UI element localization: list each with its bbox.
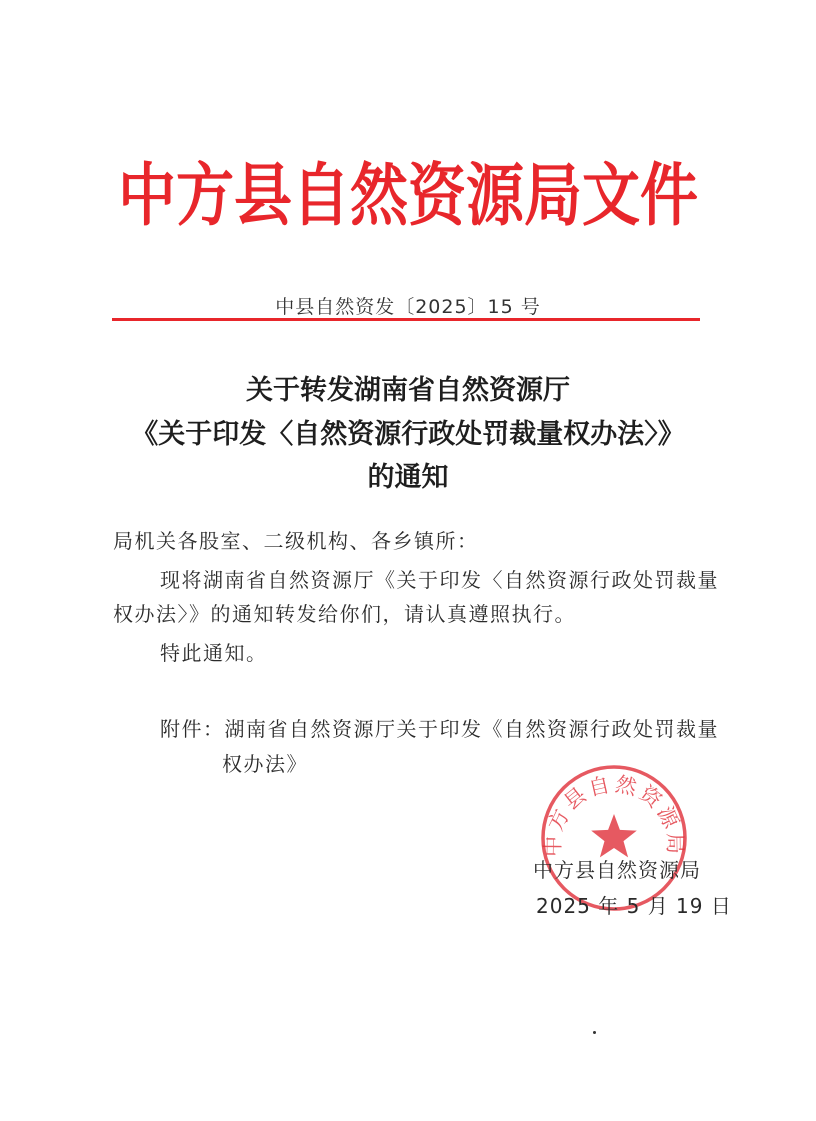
title-line-1: 关于转发湖南省自然资源厅 xyxy=(246,375,570,406)
signature-organization: 中方县自然资源局 xyxy=(533,858,701,882)
body-paragraph-2: 特此通知。 xyxy=(160,641,268,665)
seal-star-icon xyxy=(591,814,637,857)
body-paragraph-1-line-1: 现将湖南省自然资源厅《关于印发〈自然资源行政处罚裁量 xyxy=(160,568,719,592)
title-line-2: 《关于印发〈自然资源行政处罚裁量权办法〉》 xyxy=(131,419,685,450)
addressee-line: 局机关各股室、二级机构、各乡镇所： xyxy=(113,529,479,553)
attachment-line-2: 权办法》 xyxy=(222,752,308,776)
scan-speck xyxy=(593,1031,596,1034)
document-number: 中县自然资发〔2025〕15 号 xyxy=(275,296,541,318)
attachment-line-1: 附件：湖南省自然资源厅关于印发《自然资源行政处罚裁量 xyxy=(160,717,719,741)
red-divider-line xyxy=(112,318,700,321)
document-masthead: 中方县自然资源局文件 xyxy=(117,155,698,236)
signature-date: 2025 年 5 月 19 日 xyxy=(536,894,732,918)
seal-text: 中方县自然资源局 xyxy=(540,771,688,858)
title-line-3: 的通知 xyxy=(367,462,449,493)
body-paragraph-1-line-2: 权办法〉》的通知转发给你们，请认真遵照执行。 xyxy=(113,602,576,626)
